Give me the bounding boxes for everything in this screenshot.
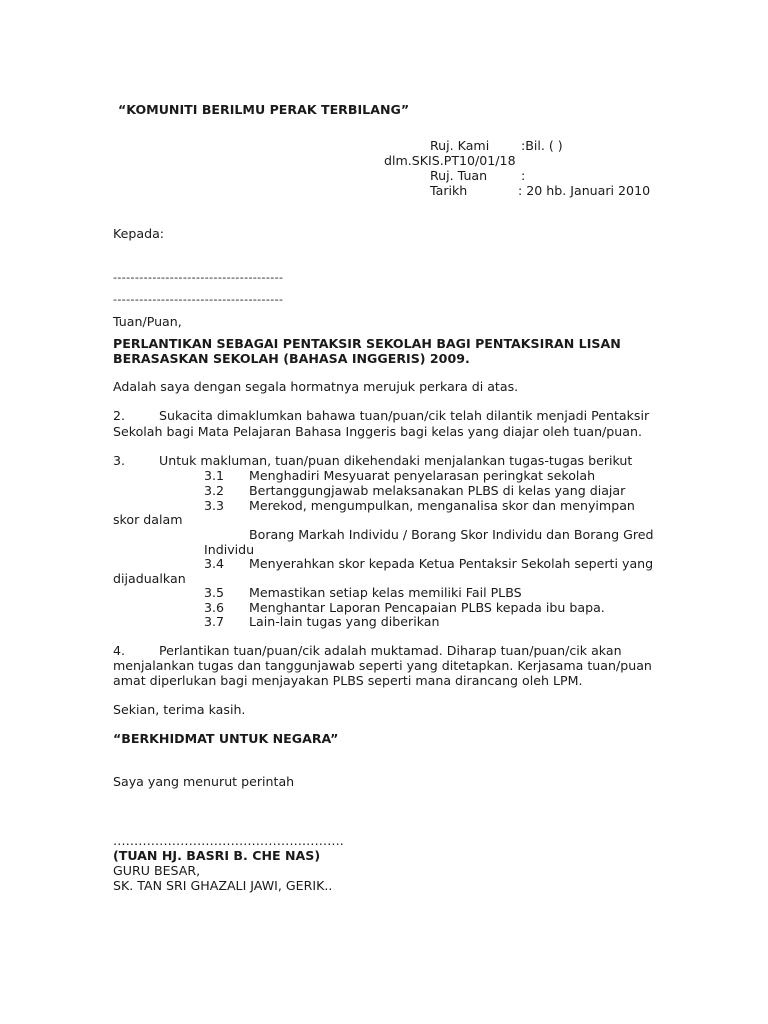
signatory-name: (TUAN HJ. BASRI B. CHE NAS) — [113, 848, 321, 863]
subject-line-1: PERLANTIKAN SEBAGAI PENTAKSIR SEKOLAH BAGI PENTAKSIRAN LISAN — [113, 336, 621, 351]
list-item-wrap: dijadualkan — [113, 571, 186, 586]
list-item: Merekod, mengumpulkan, menganalisa skor dan menyimpan — [249, 498, 635, 513]
para4-line-3: amat diperlukan bagi menjayakan PLBS seperti mana dirancang oleh LPM. — [113, 673, 583, 688]
item-number: 3.6 — [204, 600, 225, 615]
ref-kami-cont: dlm.SKIS.PT10/01/18 — [384, 153, 516, 168]
para4-number: 4. — [113, 643, 126, 658]
para3-number: 3. — [113, 453, 126, 468]
list-item-wrap: skor dalam — [113, 512, 183, 527]
ref-tuan-label: Ruj. Tuan — [430, 168, 488, 183]
list-item: Menghantar Laporan Pencapaian PLBS kepada ibu bapa. — [249, 600, 605, 615]
item-number: 3.2 — [204, 483, 225, 498]
ref-tarikh-label: Tarikh — [430, 183, 468, 198]
item-number: 3.4 — [204, 556, 225, 571]
recipient-line-2: --------------------------------------- — [113, 293, 284, 306]
subject-line-2: BERASASKAN SEKOLAH (BAHASA INGGERIS) 2009. — [113, 351, 470, 366]
ref-kami-label: Ruj. Kami — [430, 138, 490, 153]
ref-kami-value: :Bil. ( ) — [521, 138, 563, 153]
item-number: 3.7 — [204, 614, 225, 629]
recipient-line-1: --------------------------------------- — [113, 271, 284, 284]
signatory-title: GURU BESAR, — [113, 863, 201, 878]
closing: Sekian, terima kasih. — [113, 702, 246, 717]
item-number: 3.5 — [204, 585, 225, 600]
list-item-wrap: Borang Markah Individu / Borang Skor Individu dan Borang Gred — [249, 527, 654, 542]
para2-line-2: Sekolah bagi Mata Pelajaran Bahasa Inggeris bagi kelas yang diajar oleh tuan/puan. — [113, 424, 642, 439]
list-item: Lain-lain tugas yang diberikan — [249, 614, 440, 629]
school-name: SK. TAN SRI GHAZALI JAWI, GERIK.. — [113, 878, 333, 893]
para4-line-1: Perlantikan tuan/puan/cik adalah muktamad. Diharap tuan/puan/cik akan — [159, 643, 622, 658]
list-item: Menghadiri Mesyuarat penyelarasan peringkat sekolah — [249, 468, 596, 483]
ref-tuan-value: : — [521, 168, 526, 183]
list-item: Bertanggungjawab melaksanakan PLBS di kelas yang diajar — [249, 483, 626, 498]
para3-text: Untuk makluman, tuan/puan dikehendaki menjalankan tugas-tugas berikut — [159, 453, 633, 468]
motto: “KOMUNITI BERILMU PERAK TERBILANG” — [118, 102, 410, 117]
signature-dots: ………………………………………………. — [113, 833, 344, 848]
para2-number: 2. — [113, 408, 126, 423]
list-item: Menyerahkan skor kepada Ketua Pentaksir Sekolah seperti yang — [249, 556, 654, 571]
item-number: 3.1 — [204, 468, 225, 483]
para2-line-1: Sukacita dimaklumkan bahawa tuan/puan/cik telah dilantik menjadi Pentaksir — [159, 408, 650, 423]
ref-tarikh-value: : 20 hb. Januari 2010 — [518, 183, 651, 198]
list-item: Memastikan setiap kelas memiliki Fail PLBS — [249, 585, 522, 600]
item-number: 3.3 — [204, 498, 225, 513]
para4-line-2: menjalankan tugas dan tanggunjawab seperti yang ditetapkan. Kerjasama tuan/puan — [113, 658, 652, 673]
slogan: “BERKHIDMAT UNTUK NEGARA” — [113, 731, 339, 746]
list-item-wrap: Individu — [204, 542, 255, 557]
recipient-label: Kepada: — [113, 226, 165, 241]
intro-paragraph: Adalah saya dengan segala hormatnya merujuk perkara di atas. — [113, 379, 519, 394]
salutation: Tuan/Puan, — [113, 314, 182, 329]
order-line: Saya yang menurut perintah — [113, 774, 295, 789]
